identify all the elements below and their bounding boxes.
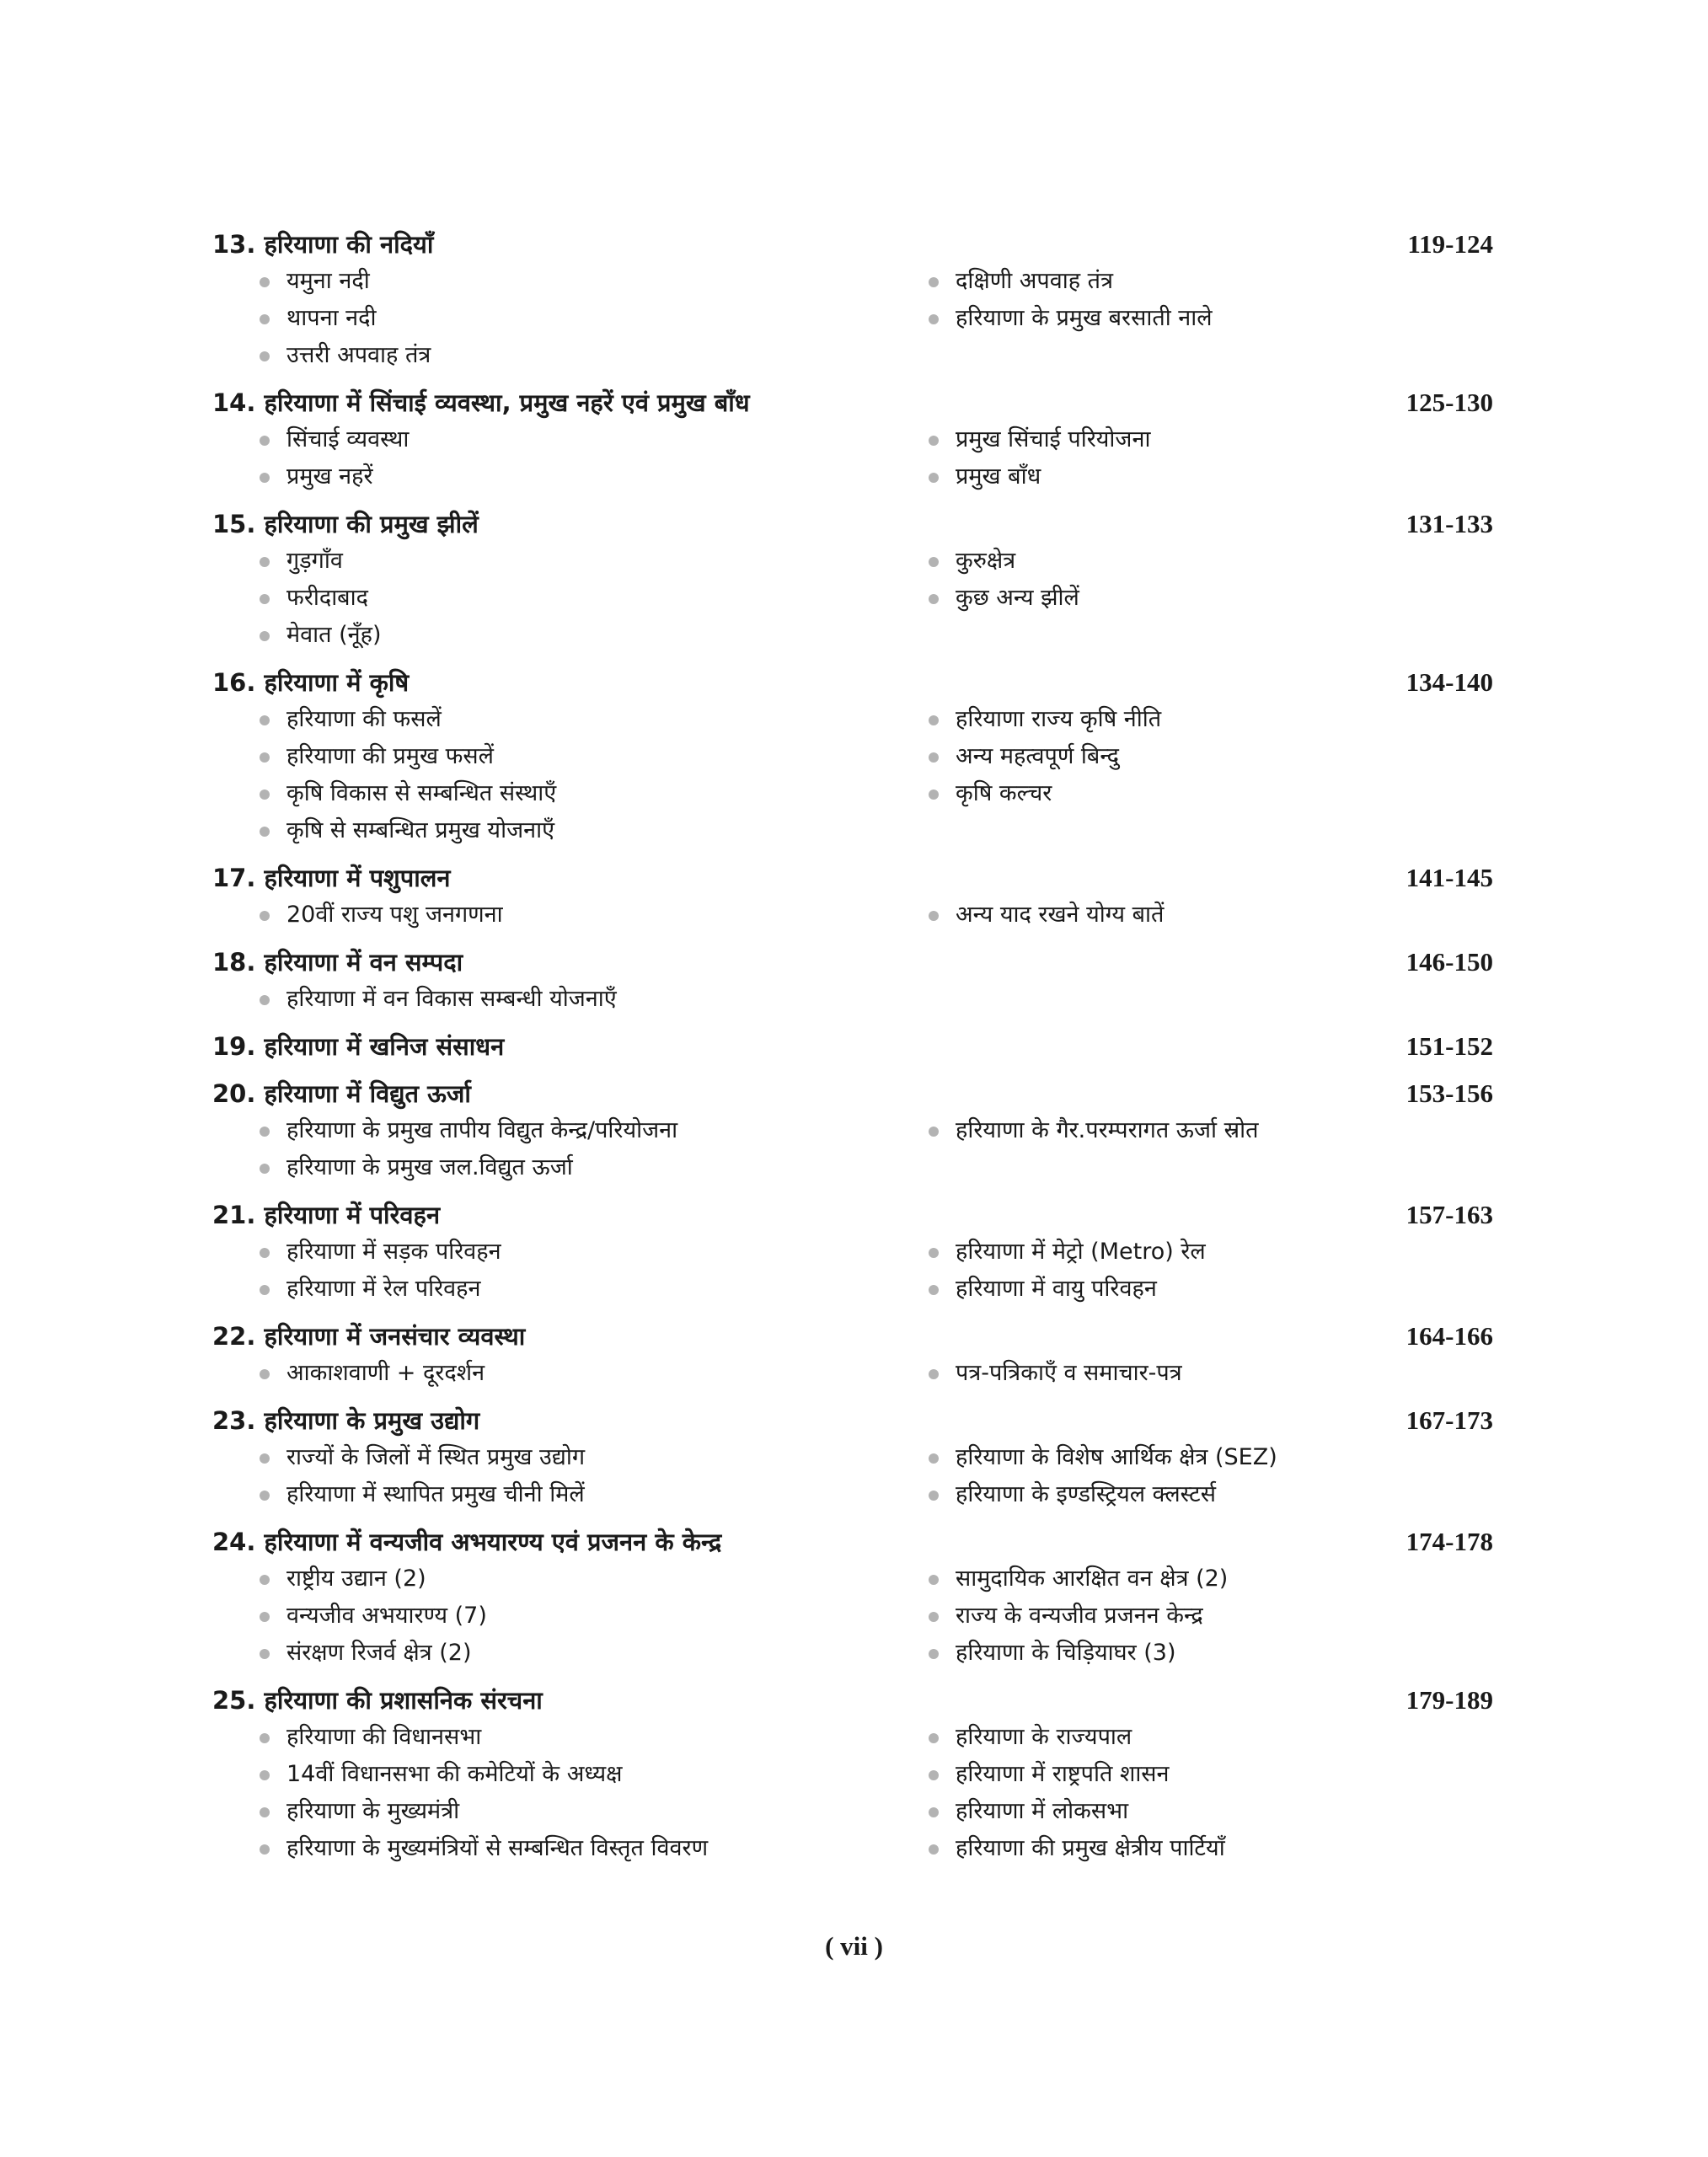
topic-label: हरियाणा में वन विकास सम्बन्धी योजनाएँ [286,986,617,1012]
chapter-heading-row [212,1318,1493,1355]
chapter-topics [212,263,1493,374]
bullet-icon [260,351,270,361]
topic-label: प्रमुख सिंचाई परियोजना [956,426,1151,452]
topic-item [929,738,1540,775]
bullet-icon [260,1612,270,1622]
bullet-icon [260,752,270,763]
topic-item [260,1830,929,1867]
bullet-icon [260,1575,270,1585]
bullet-icon [929,1649,939,1659]
bullet-icon [929,277,939,287]
bullet-icon [260,827,270,837]
topic-label: प्रमुख बाँध [956,463,1041,490]
chapter-title: 15. हरियाणा की प्रमुख झीलें [212,510,479,538]
chapter-page-range: 164-166 [1405,1321,1493,1351]
chapter-page-range: 131-133 [1405,509,1493,538]
topic-label: हरियाणा के प्रमुख जल.विद्युत ऊर्जा [286,1154,573,1180]
topic-label: हरियाणा के राज्यपाल [956,1724,1132,1750]
chapter-topics [212,981,1493,1018]
topic-label: राष्ट्रीय उद्यान (2) [286,1566,426,1592]
topic-item [260,812,929,849]
bullet-icon [929,314,939,324]
chapter-heading-row [212,1523,1493,1560]
topic-label: हरियाणा राज्य कृषि नीति [956,706,1162,732]
topic-label: हरियाणा के मुख्यमंत्रियों से सम्बन्धित विस्तृत विवरण [286,1835,709,1861]
chapter-page-range: 153-156 [1405,1078,1493,1108]
page-number: ( vii ) [825,1931,883,1961]
topic-label: आकाशवाणी + दूरदर्शन [286,1360,485,1386]
topic-item [929,1355,1540,1392]
chapter-title: 14. हरियाणा में सिंचाई व्यवस्था, प्रमुख नहरें एवं प्रमुख बाँध [212,388,750,417]
toc-chapter [212,944,1493,1018]
topic-item [929,1439,1540,1476]
toc-chapter [212,1196,1493,1308]
bullet-icon [260,436,270,446]
toc-chapter [212,664,1493,849]
chapter-title: 19. हरियाणा में खनिज संसाधन [212,1032,505,1061]
chapter-topics [212,421,1493,495]
topic-item [929,775,1540,812]
toc-chapter [212,1028,1493,1065]
bullet-icon [929,911,939,921]
topic-item [929,543,1540,580]
bullet-icon [260,277,270,287]
chapter-title: 23. हरियाणा के प्रमुख उद्योग [212,1406,480,1435]
chapter-title: 22. हरियाणा में जनसंचार व्यवस्था [212,1322,526,1351]
chapter-heading-row [212,859,1493,897]
chapter-title: 20. हरियाणा में विद्युत ऊर्जा [212,1079,471,1108]
topic-item [260,1149,929,1186]
bullet-icon [260,1127,270,1137]
bullet-icon [260,1770,270,1780]
bullet-icon [929,1807,939,1817]
chapter-topics [212,543,1493,654]
topic-item [260,458,929,495]
topic-item [260,981,929,1018]
chapter-page-range: 146-150 [1405,947,1493,977]
chapter-topics [212,1439,1493,1513]
bullet-icon [929,473,939,483]
topic-label: मेवात (नूँह) [286,622,382,648]
chapter-heading-row [212,1028,1493,1065]
bullet-icon [929,715,939,725]
bullet-icon [260,1491,270,1501]
bullet-icon [929,1770,939,1780]
topic-item [929,1598,1540,1635]
chapter-heading-row [212,226,1493,263]
bullet-icon [929,436,939,446]
topic-label: हरियाणा में राष्ट्रपति शासन [956,1761,1170,1787]
bullet-icon [260,1649,270,1659]
topic-item [260,1635,929,1672]
chapter-page-range: 167-173 [1405,1405,1493,1435]
toc-chapter [212,384,1493,495]
chapter-heading-row [212,1402,1493,1439]
toc-chapter [212,1402,1493,1513]
topic-item [260,701,929,738]
chapter-heading-row [212,1682,1493,1719]
topic-item [260,1719,929,1756]
topic-item [260,897,929,934]
topic-label: हरियाणा के प्रमुख बरसाती नाले [956,305,1213,331]
topic-label: हरियाणा की प्रमुख क्षेत्रीय पार्टियाँ [956,1835,1225,1861]
topic-label: हरियाणा के चिड़ियाघर (3) [956,1640,1176,1666]
bullet-icon [260,1248,270,1258]
topic-label: 14वीं विधानसभा की कमेटियों के अध्यक्ष [286,1761,623,1787]
topic-label: राज्यों के जिलों में स्थित प्रमुख उद्योग [286,1444,586,1470]
chapter-topics [212,1560,1493,1672]
topic-item [260,1598,929,1635]
topic-label: हरियाणा में सड़क परिवहन [286,1239,501,1265]
empty-cell [929,812,1540,849]
topic-item [260,1355,929,1392]
empty-cell [929,617,1540,654]
toc-chapter [212,1075,1493,1186]
topic-item [260,1271,929,1308]
topic-item [929,263,1540,300]
topic-item [929,1830,1540,1867]
topic-item [929,1635,1540,1672]
chapter-title: 21. हरियाणा में परिवहन [212,1201,441,1229]
bullet-icon [929,557,939,567]
toc-chapter [212,859,1493,934]
bullet-icon [260,1733,270,1743]
topic-item [260,1476,929,1513]
topic-item [260,337,929,374]
topic-item [929,1476,1540,1513]
chapter-title: 17. हरियाणा में पशुपालन [212,864,451,892]
topic-item [260,1112,929,1149]
toc-chapter [212,1318,1493,1392]
topic-label: थापना नदी [286,305,377,331]
chapter-page-range: 119-124 [1407,229,1493,259]
chapter-topics [212,897,1493,934]
bullet-icon [929,1248,939,1258]
chapter-topics [212,1719,1493,1867]
toc-chapter [212,1523,1493,1672]
topic-item [260,617,929,654]
topic-label: प्रमुख नहरें [286,463,373,490]
topic-item [260,300,929,337]
chapter-page-range: 179-189 [1405,1685,1493,1715]
topic-label: पत्र-पत्रिकाएँ व समाचार-पत्र [956,1360,1182,1386]
topic-label: हरियाणा में रेल परिवहन [286,1276,481,1302]
topic-item [929,1112,1540,1149]
chapter-page-range: 151-152 [1405,1031,1493,1061]
topic-label: हरियाणा में मेट्रो (Metro) रेल [956,1239,1206,1265]
topic-label: 20वीं राज्य पशु जनगणना [286,902,503,928]
topic-label: संरक्षण रिजर्व क्षेत्र (2) [286,1640,472,1666]
toc-chapter [212,506,1493,654]
topic-item [929,1560,1540,1598]
topic-label: हरियाणा के इण्डस्ट्रियल क्लस्टर्स [956,1481,1217,1507]
topic-label: हरियाणा में लोकसभा [956,1798,1129,1824]
topic-item [260,1234,929,1271]
topic-item [260,263,929,300]
topic-label: दक्षिणी अपवाह तंत्र [956,268,1113,294]
topic-label: हरियाणा की विधानसभा [286,1724,482,1750]
topic-item [929,1756,1540,1793]
chapter-page-range: 125-130 [1405,388,1493,417]
chapter-title: 16. हरियाणा में कृषि [212,668,410,697]
topic-label: हरियाणा में स्थापित प्रमुख चीनी मिलें [286,1481,585,1507]
topic-label: यमुना नदी [286,268,370,294]
bullet-icon [260,1807,270,1817]
bullet-icon [929,1612,939,1622]
chapter-heading-row [212,1196,1493,1234]
table-of-contents [212,226,1493,1877]
chapter-heading-row [212,384,1493,421]
topic-label: हरियाणा के प्रमुख तापीय विद्युत केन्द्र/परियोजना [286,1117,678,1143]
topic-label: हरियाणा में वायु परिवहन [956,1276,1157,1302]
chapter-heading-row [212,664,1493,701]
topic-item [929,421,1540,458]
bullet-icon [929,1285,939,1295]
bullet-icon [260,473,270,483]
bullet-icon [260,314,270,324]
chapter-title: 24. हरियाणा में वन्यजीव अभयारण्य एवं प्रजनन के केन्द्र [212,1528,722,1556]
chapter-page-range: 141-145 [1405,863,1493,892]
topic-item [929,300,1540,337]
chapter-topics [212,1112,1493,1186]
topic-item [929,1234,1540,1271]
topic-label: कृषि कल्चर [956,780,1052,806]
bullet-icon [929,1127,939,1137]
topic-label: हरियाणा के विशेष आर्थिक क्षेत्र (SEZ) [956,1444,1277,1470]
empty-cell [929,337,1540,374]
bullet-icon [260,631,270,641]
bullet-icon [929,1491,939,1501]
topic-label: कुरुक्षेत्र [956,548,1016,574]
topic-label: कुछ अन्य झीलें [956,585,1079,611]
bullet-icon [260,789,270,800]
bullet-icon [260,1453,270,1464]
bullet-icon [929,1844,939,1855]
chapter-heading-row [212,944,1493,981]
chapter-title: 18. हरियाणा में वन सम्पदा [212,948,463,977]
chapter-topics [212,1234,1493,1308]
topic-item [929,897,1540,934]
bullet-icon [929,1733,939,1743]
toc-chapter [212,1682,1493,1867]
topic-label: हरियाणा के गैर.परम्परागत ऊर्जा स्रोत [956,1117,1259,1143]
topic-item [260,1560,929,1598]
topic-label: अन्य महत्वपूर्ण बिन्दु [956,743,1120,769]
bullet-icon [260,1369,270,1379]
bullet-icon [929,1453,939,1464]
topic-item [929,580,1540,617]
topic-item [929,701,1540,738]
topic-label: कृषि से सम्बन्धित प्रमुख योजनाएँ [286,817,555,843]
topic-label: कृषि विकास से सम्बन्धित संस्थाएँ [286,780,557,806]
chapter-topics [212,701,1493,849]
topic-item [260,1756,929,1793]
topic-item [929,1271,1540,1308]
topic-label: हरियाणा की प्रमुख फसलें [286,743,494,769]
topic-label: गुड़गाँव [286,548,343,574]
topic-item [929,458,1540,495]
bullet-icon [929,1369,939,1379]
topic-item [260,1439,929,1476]
bullet-icon [929,1575,939,1585]
bullet-icon [260,995,270,1005]
chapter-heading-row [212,1075,1493,1112]
topic-item [260,1793,929,1830]
topic-label: राज्य के वन्यजीव प्रजनन केन्द्र [956,1603,1203,1629]
topic-item [929,1793,1540,1830]
bullet-icon [260,911,270,921]
chapter-topics [212,1355,1493,1392]
bullet-icon [260,1844,270,1855]
topic-label: फरीदाबाद [286,585,368,611]
chapter-page-range: 174-178 [1405,1527,1493,1556]
bullet-icon [260,1285,270,1295]
toc-chapter [212,226,1493,374]
topic-label: सामुदायिक आरक्षित वन क्षेत्र (2) [956,1566,1229,1592]
bullet-icon [929,752,939,763]
bullet-icon [260,557,270,567]
chapter-page-range: 157-163 [1405,1200,1493,1229]
bullet-icon [929,594,939,604]
topic-item [260,738,929,775]
topic-label: वन्यजीव अभयारण्य (7) [286,1603,487,1629]
topic-label: हरियाणा के मुख्यमंत्री [286,1798,460,1824]
topic-item [260,775,929,812]
topic-item [260,543,929,580]
empty-cell [929,1149,1540,1186]
bullet-icon [260,594,270,604]
empty-cell [929,981,1540,1018]
bullet-icon [260,1164,270,1174]
topic-item [260,421,929,458]
topic-item [929,1719,1540,1756]
chapter-title: 13. हरियाणा की नदियाँ [212,230,434,259]
topic-label: उत्तरी अपवाह तंत्र [286,342,431,368]
topic-label: सिंचाई व्यवस्था [286,426,410,452]
topic-label: अन्य याद रखने योग्य बातें [956,902,1165,928]
chapter-page-range: 134-140 [1405,667,1493,697]
bullet-icon [929,789,939,800]
topic-item [260,580,929,617]
chapter-heading-row [212,506,1493,543]
topic-label: हरियाणा की फसलें [286,706,442,732]
bullet-icon [260,715,270,725]
chapter-title: 25. हरियाणा की प्रशासनिक संरचना [212,1686,543,1715]
